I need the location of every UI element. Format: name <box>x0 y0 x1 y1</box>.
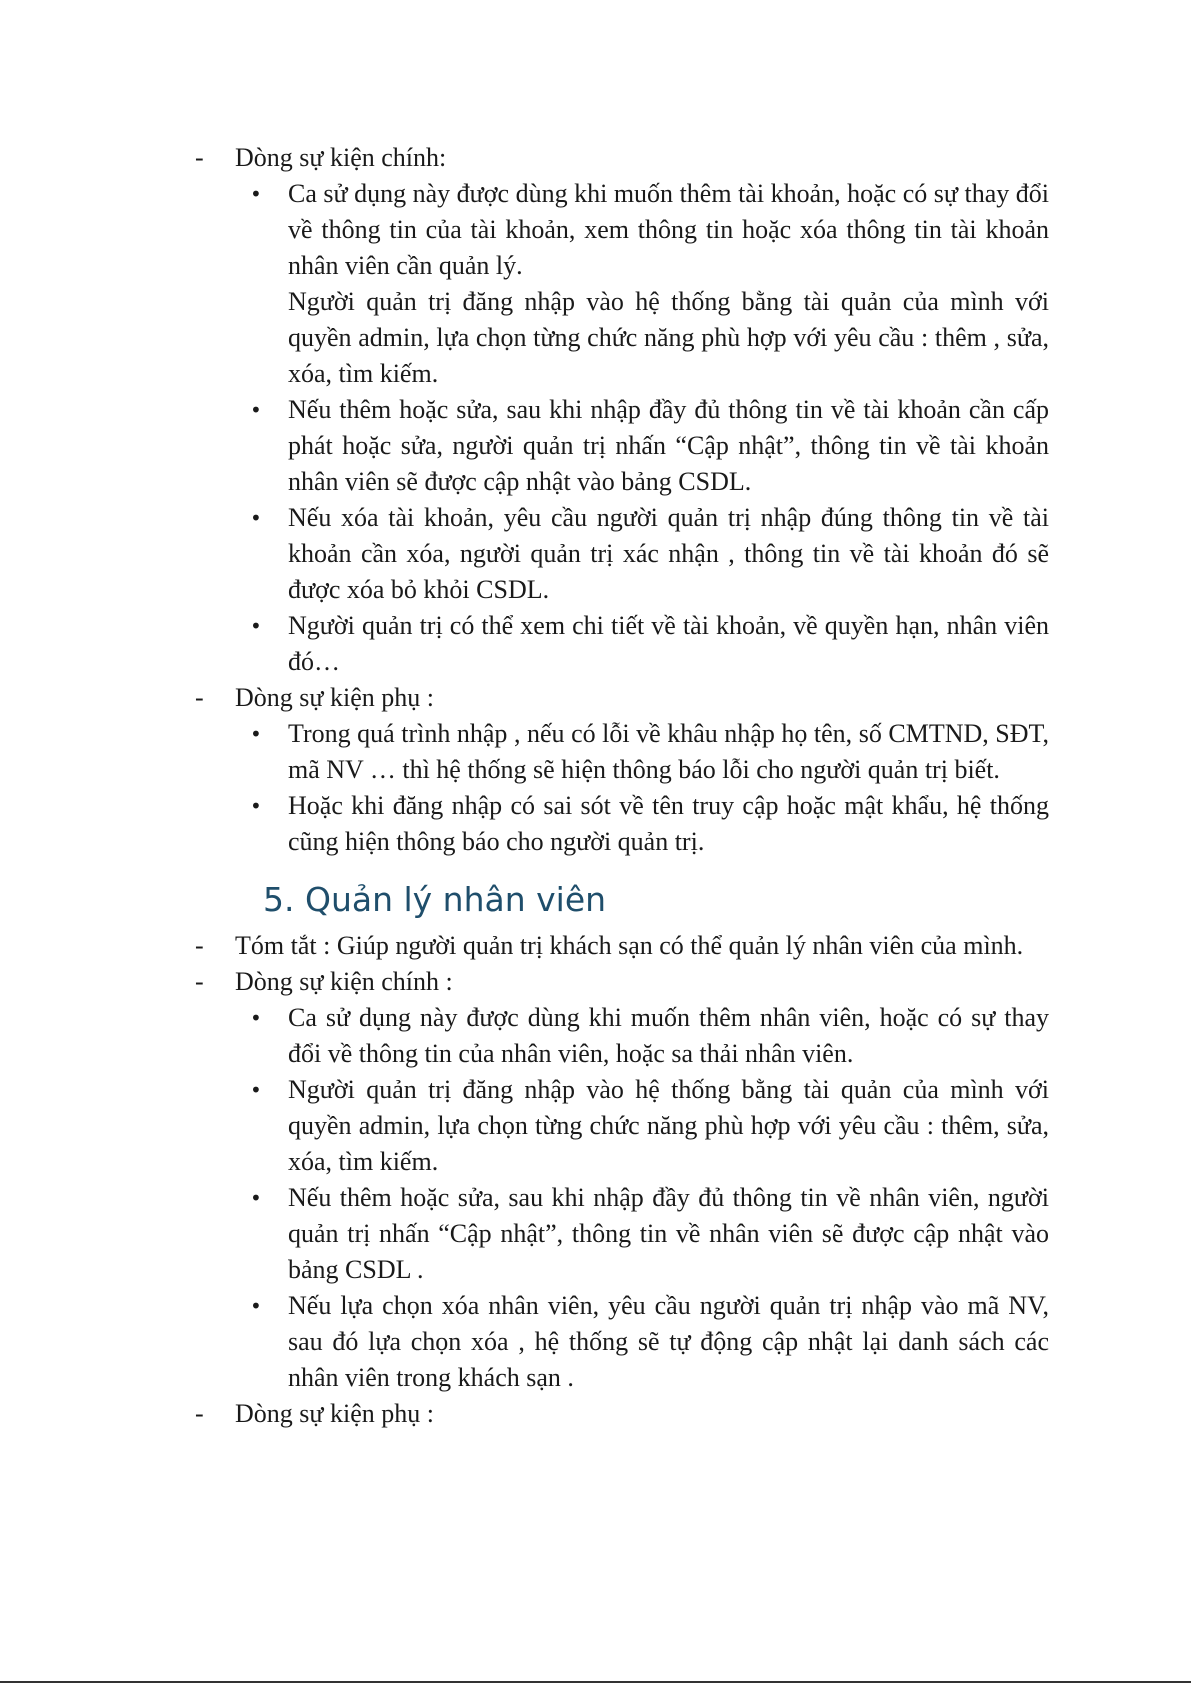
bullet-marker: • <box>250 722 262 746</box>
list-item: • Người quản trị đăng nhập vào hệ thống bằng tài quản của mình với quyền admin, lựa chọn từng chức năng phù hợp với yêu cầu : thêm, sửa, xóa, tìm kiếm. <box>0 1072 1191 1180</box>
list-item: • Hoặc khi đăng nhập có sai sót về tên truy cập hoặc mật khẩu, hệ thống cũng hiện thông báo cho người quản trị. <box>0 788 1191 860</box>
bullet-marker: • <box>250 1186 262 1210</box>
list-item: • Nếu lựa chọn xóa nhân viên, yêu cầu người quản trị nhập vào mã NV, sau đó lựa chọn xóa , hệ thống sẽ tự động cập nhật lại danh sách các nhân viên trong khách sạn . <box>0 1288 1191 1396</box>
bullet-marker: • <box>250 1078 262 1102</box>
list-item: • Trong quá trình nhập , nếu có lỗi về khâu nhập họ tên, số CMTND, SĐT, mã NV … thì hệ thống sẽ hiện thông báo lỗi cho người quản trị biết. <box>0 716 1191 788</box>
bullet-marker: • <box>250 614 262 638</box>
dash-marker: - <box>195 1399 204 1428</box>
alt-flow-label-b: - Dòng sự kiện phụ : <box>0 1396 1191 1432</box>
list-item: • Nếu xóa tài khoản, yêu cầu người quản trị nhập đúng thông tin về tài khoản cần xóa, người quản trị xác nhận , thông tin về tài khoản đó sẽ được xóa bỏ khỏi CSDL. <box>0 500 1191 608</box>
bullet-marker: • <box>250 398 262 422</box>
list-item: • Nếu thêm hoặc sửa, sau khi nhập đầy đủ thông tin về nhân viên, người quản trị nhấn “Cập nhật”, thông tin về nhân viên sẽ được cập nhật vào bảng CSDL . <box>0 1180 1191 1288</box>
bullet-marker: • <box>250 794 262 818</box>
alt-flow-label-a: - Dòng sự kiện phụ : <box>0 680 1191 716</box>
dash-marker: - <box>195 967 204 996</box>
list-item: • Nếu thêm hoặc sửa, sau khi nhập đầy đủ thông tin về tài khoản cần cấp phát hoặc sửa, người quản trị nhấn “Cập nhật”, thông tin về tài khoản nhân viên sẽ được cập nhật vào bảng CSDL. <box>0 392 1191 500</box>
list-item: • Ca sử dụng này được dùng khi muốn thêm nhân viên, hoặc có sự thay đổi về thông tin của nhân viên, hoặc sa thải nhân viên. <box>0 1000 1191 1072</box>
dash-marker: - <box>195 931 204 960</box>
bullet-marker: • <box>250 182 262 206</box>
list-item: • Người quản trị có thể xem chi tiết về tài khoản, về quyền hạn, nhân viên đó… <box>0 608 1191 680</box>
footer-divider <box>0 1681 1191 1683</box>
list-item: • Ca sử dụng này được dùng khi muốn thêm tài khoản, hoặc có sự thay đổi về thông tin của tài khoản, xem thông tin hoặc xóa thông tin tài khoản nhân viên cần quản lý. <box>0 176 1191 284</box>
main-flow-label-b: - Dòng sự kiện chính : <box>0 964 1191 1000</box>
section-heading: 5. Quản lý nhân viên <box>263 880 607 919</box>
dash-marker: - <box>195 143 204 172</box>
bullet-marker: • <box>250 1294 262 1318</box>
list-item-continuation: Người quản trị đăng nhập vào hệ thống bằng tài quản của mình với quyền admin, lựa chọn từng chức năng phù hợp với yêu cầu : thêm , sửa, xóa, tìm kiếm. <box>288 287 1049 388</box>
summary: - Tóm tắt : Giúp người quản trị khách sạn có thể quản lý nhân viên của mình. <box>0 928 1191 964</box>
bullet-marker: • <box>250 506 262 530</box>
dash-marker: - <box>195 683 204 712</box>
main-flow-label-a: - Dòng sự kiện chính: <box>0 140 1191 176</box>
bullet-marker: • <box>250 1006 262 1030</box>
